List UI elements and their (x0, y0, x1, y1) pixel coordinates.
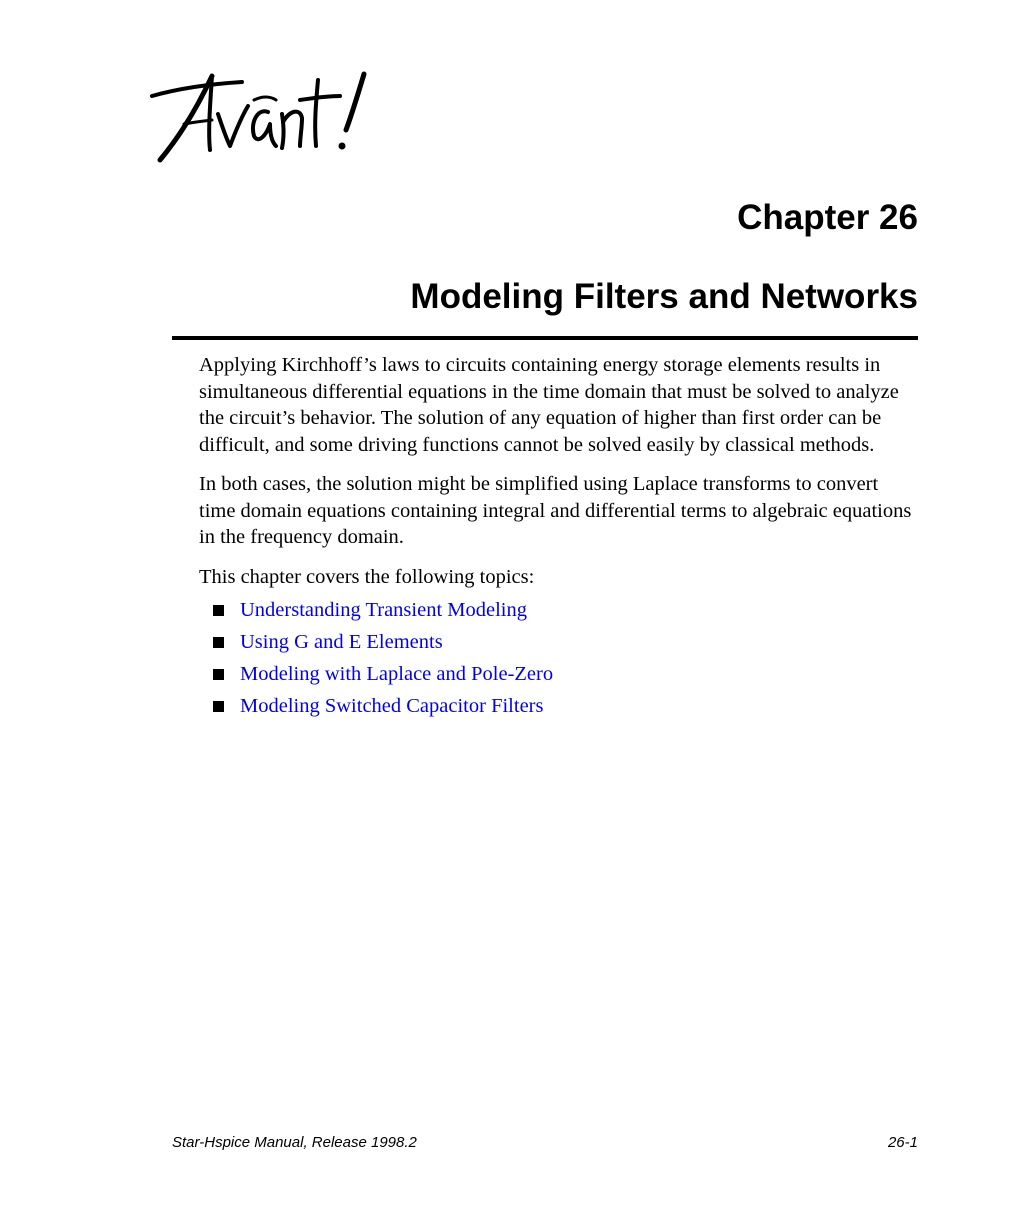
list-item (199, 658, 919, 690)
chapter-body (199, 352, 919, 722)
avant-logo (150, 66, 375, 170)
topic-link-transient-modeling[interactable]: Understanding Transient Modeling (240, 598, 527, 621)
topic-link-g-e-elements[interactable]: Using G and E Elements (240, 630, 443, 653)
square-bullet-icon (213, 637, 224, 648)
list-item (199, 594, 919, 626)
laplace-paragraph: In both cases, the solution might be simplified using Laplace transforms to convert time domain equations containing integral and differential terms to algebraic equations in the frequency domain. (199, 473, 912, 548)
footer-page-number: 26-1 (887, 1134, 918, 1151)
list-item (199, 690, 919, 722)
square-bullet-icon (213, 605, 224, 616)
square-bullet-icon (213, 701, 224, 712)
topic-link-switched-capacitor[interactable]: Modeling Switched Capacitor Filters (240, 694, 544, 717)
chapter-label: Chapter 26 (737, 198, 918, 237)
topic-list (199, 594, 919, 722)
list-item (199, 626, 919, 658)
chapter-title: Modeling Filters and Networks (410, 277, 918, 316)
intro-paragraph: Applying Kirchhoff’s laws to circuits containing energy storage elements results in simultaneous differential equations in the time domain that must be solved to analyze the circuit’s behavior. The solution of any equation of higher than first order can be difficult, and some driving functions cannot be solved easily by classical methods. (199, 354, 899, 456)
footer-manual-title: Star-Hspice Manual, Release 1998.2 (172, 1134, 417, 1151)
topic-link-laplace-pole-zero[interactable]: Modeling with Laplace and Pole-Zero (240, 662, 554, 685)
square-bullet-icon (213, 669, 224, 680)
title-rule (172, 336, 918, 340)
topics-intro: This chapter covers the following topics: (199, 565, 535, 588)
